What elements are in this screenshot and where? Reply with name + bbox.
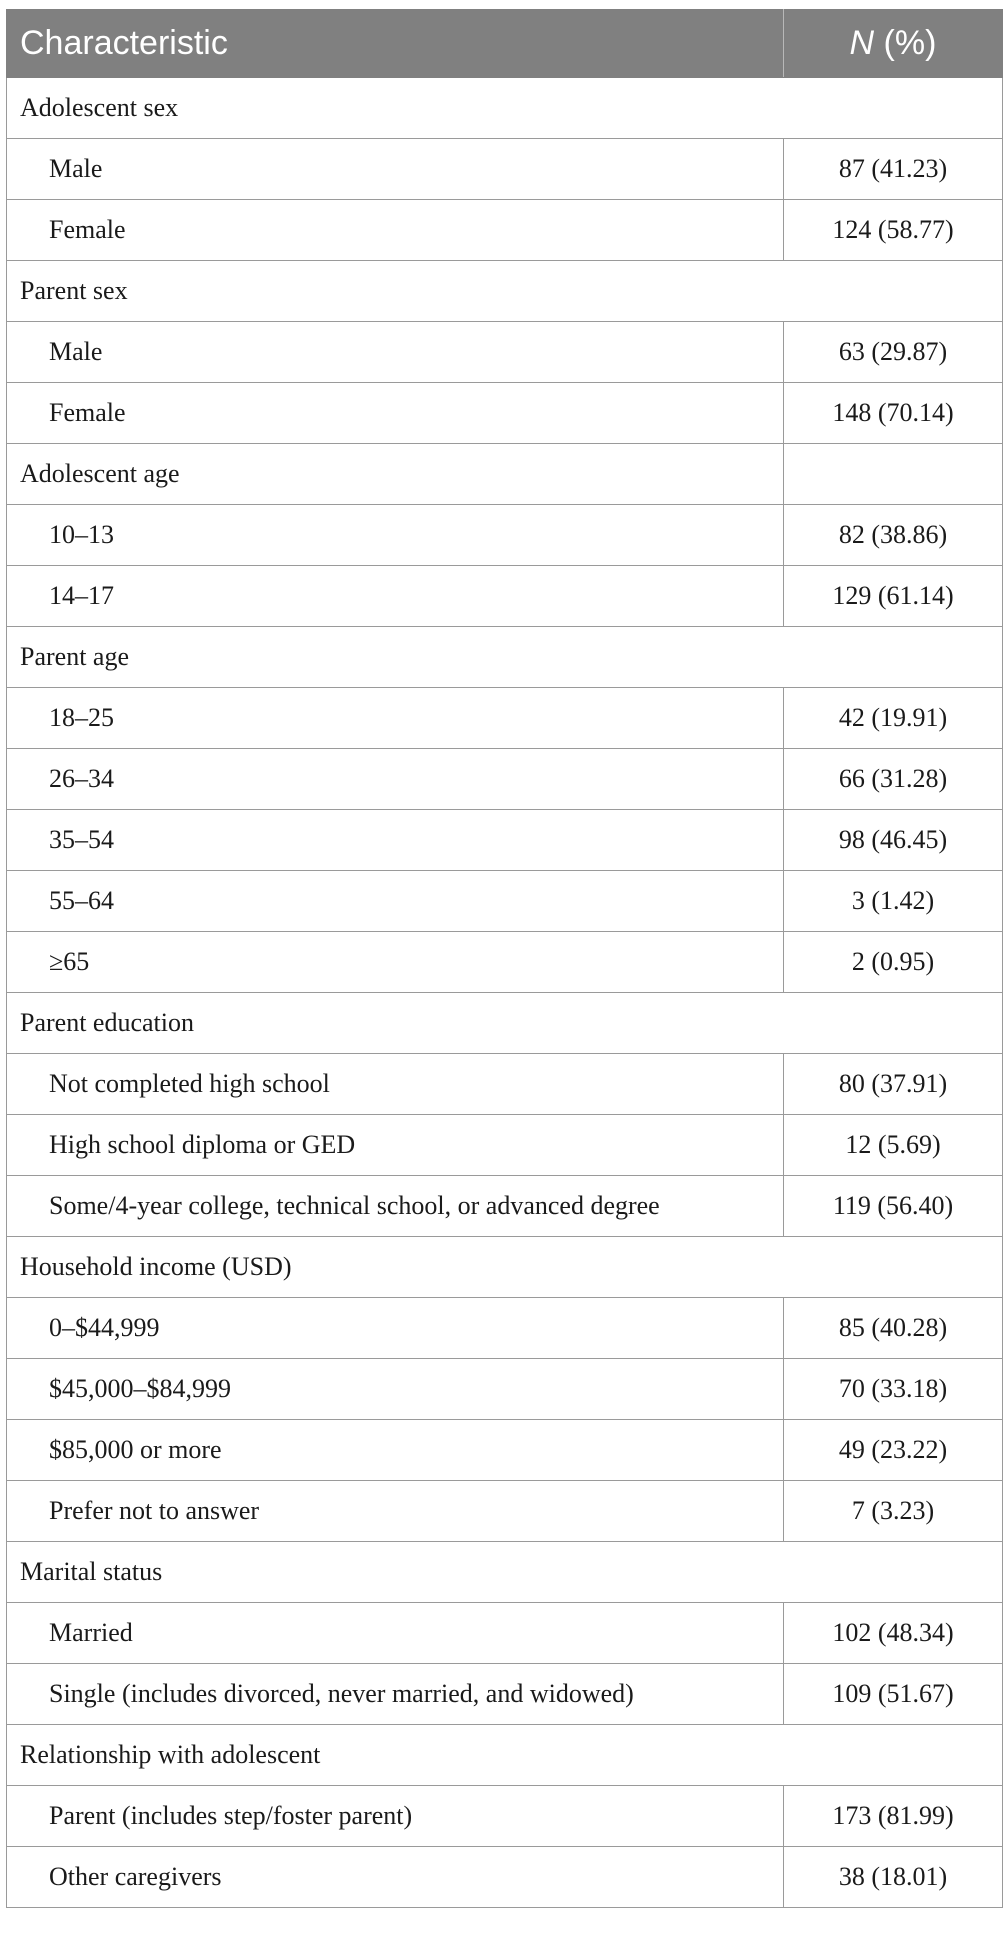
n-header-suffix: (%) bbox=[874, 24, 937, 62]
row-label: 14–17 bbox=[7, 566, 784, 627]
row-label: Prefer not to answer bbox=[7, 1481, 784, 1542]
table-row bbox=[7, 871, 1003, 932]
row-label: 10–13 bbox=[7, 505, 784, 566]
row-value: 119 (56.40) bbox=[784, 1176, 1003, 1237]
table-row bbox=[7, 505, 1003, 566]
row-label: 0–$44,999 bbox=[7, 1298, 784, 1359]
group-label: Relationship with adolescent bbox=[7, 1725, 1003, 1786]
row-value: 87 (41.23) bbox=[784, 139, 1003, 200]
row-label: ≥65 bbox=[7, 932, 784, 993]
row-value: 42 (19.91) bbox=[784, 688, 1003, 749]
table-body bbox=[7, 78, 1003, 1908]
table-row bbox=[7, 749, 1003, 810]
table-row bbox=[7, 688, 1003, 749]
row-label: Married bbox=[7, 1603, 784, 1664]
row-value: 70 (33.18) bbox=[784, 1359, 1003, 1420]
row-value: 66 (31.28) bbox=[784, 749, 1003, 810]
table-row bbox=[7, 1420, 1003, 1481]
row-label: $45,000–$84,999 bbox=[7, 1359, 784, 1420]
row-label: Female bbox=[7, 383, 784, 444]
table-row bbox=[7, 139, 1003, 200]
table-row bbox=[7, 1847, 1003, 1908]
row-label: Parent (includes step/foster parent) bbox=[7, 1786, 784, 1847]
table-row bbox=[7, 1176, 1003, 1237]
table-row bbox=[7, 1054, 1003, 1115]
group-row bbox=[7, 78, 1003, 139]
row-value: 3 (1.42) bbox=[784, 871, 1003, 932]
row-label: Single (includes divorced, never married, and widowed) bbox=[7, 1664, 784, 1725]
row-label: Female bbox=[7, 200, 784, 261]
table-row bbox=[7, 1298, 1003, 1359]
group-label: Parent education bbox=[7, 993, 1003, 1054]
row-label: Some/4-year college, technical school, or advanced degree bbox=[7, 1176, 784, 1237]
group-row bbox=[7, 1542, 1003, 1603]
table-row bbox=[7, 1603, 1003, 1664]
row-value: 2 (0.95) bbox=[784, 932, 1003, 993]
table-row bbox=[7, 383, 1003, 444]
n-percent-header bbox=[784, 10, 1003, 78]
row-label: 26–34 bbox=[7, 749, 784, 810]
row-value: 129 (61.14) bbox=[784, 566, 1003, 627]
row-value: 109 (51.67) bbox=[784, 1664, 1003, 1725]
table-row bbox=[7, 1786, 1003, 1847]
group-label: Parent age bbox=[7, 627, 1003, 688]
table-row bbox=[7, 932, 1003, 993]
row-label: High school diploma or GED bbox=[7, 1115, 784, 1176]
table-row bbox=[7, 566, 1003, 627]
group-label: Marital status bbox=[7, 1542, 1003, 1603]
row-label: Not completed high school bbox=[7, 1054, 784, 1115]
row-value: 148 (70.14) bbox=[784, 383, 1003, 444]
table-row bbox=[7, 322, 1003, 383]
table-row bbox=[7, 810, 1003, 871]
table-row bbox=[7, 1481, 1003, 1542]
row-value: 85 (40.28) bbox=[784, 1298, 1003, 1359]
row-value: 38 (18.01) bbox=[784, 1847, 1003, 1908]
group-row bbox=[7, 993, 1003, 1054]
group-row bbox=[7, 1237, 1003, 1298]
row-value: 7 (3.23) bbox=[784, 1481, 1003, 1542]
row-value: 173 (81.99) bbox=[784, 1786, 1003, 1847]
row-label: Male bbox=[7, 322, 784, 383]
row-value: 80 (37.91) bbox=[784, 1054, 1003, 1115]
characteristic-header: Characteristic bbox=[7, 10, 784, 78]
group-row bbox=[7, 1725, 1003, 1786]
group-label: Parent sex bbox=[7, 261, 1003, 322]
row-label: 55–64 bbox=[7, 871, 784, 932]
group-row bbox=[7, 261, 1003, 322]
row-value: 82 (38.86) bbox=[784, 505, 1003, 566]
n-header-italic: N bbox=[849, 24, 875, 62]
table-header-row bbox=[7, 10, 1003, 78]
group-label: Adolescent age bbox=[7, 444, 784, 505]
characteristics-table bbox=[6, 9, 1003, 1908]
row-value: 98 (46.45) bbox=[784, 810, 1003, 871]
row-label: $85,000 or more bbox=[7, 1420, 784, 1481]
table-row bbox=[7, 1115, 1003, 1176]
row-value: 49 (23.22) bbox=[784, 1420, 1003, 1481]
row-value: 63 (29.87) bbox=[784, 322, 1003, 383]
row-label: Male bbox=[7, 139, 784, 200]
group-row bbox=[7, 444, 1003, 505]
group-label: Household income (USD) bbox=[7, 1237, 1003, 1298]
row-value: 12 (5.69) bbox=[784, 1115, 1003, 1176]
table-row bbox=[7, 1664, 1003, 1725]
row-label: 18–25 bbox=[7, 688, 784, 749]
row-label: Other caregivers bbox=[7, 1847, 784, 1908]
group-label: Adolescent sex bbox=[7, 78, 1003, 139]
table-row bbox=[7, 1359, 1003, 1420]
row-value: 102 (48.34) bbox=[784, 1603, 1003, 1664]
group-value-empty bbox=[784, 444, 1003, 505]
group-row bbox=[7, 627, 1003, 688]
row-value: 124 (58.77) bbox=[784, 200, 1003, 261]
table-row bbox=[7, 200, 1003, 261]
row-label: 35–54 bbox=[7, 810, 784, 871]
